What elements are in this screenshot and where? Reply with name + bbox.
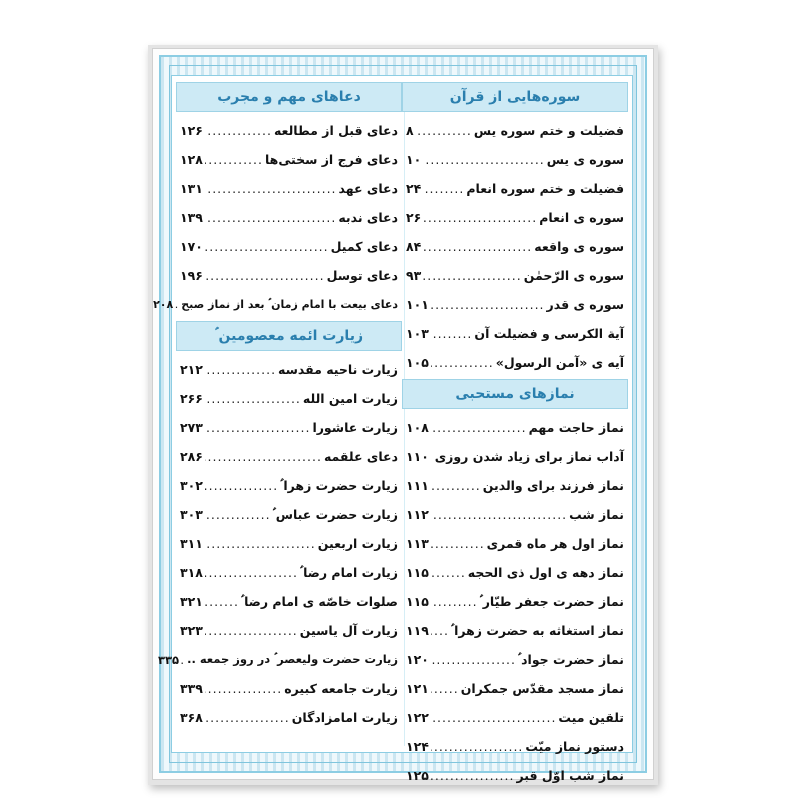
entry-page: ۱۰ xyxy=(406,152,422,167)
entry-page: ۱۱۲ xyxy=(406,507,429,522)
entry-title: زیارت ناحیه مقدسه xyxy=(278,362,398,377)
entry-title: زیارت حضرت عباس ؑ xyxy=(272,506,398,522)
entry-title: آداب نماز برای زیاد شدن روزی xyxy=(434,449,624,464)
toc-entry xyxy=(402,203,628,232)
entry-title: زیارت حضرت ولیعصر ؑ در روز جمعه .. xyxy=(187,652,398,666)
entry-page: ۱۱۵ xyxy=(406,594,429,609)
leader-dots xyxy=(205,449,322,464)
entry-title: آیة الکرسی و فضیلت آن xyxy=(474,326,624,341)
toc-column-right xyxy=(402,80,628,790)
leader-dots xyxy=(431,623,449,638)
entry-page: ۳۲۳ xyxy=(180,623,203,638)
toc-entry xyxy=(402,529,628,558)
toc-entry xyxy=(402,174,628,203)
leader-dots xyxy=(205,420,311,435)
leader-dots xyxy=(205,565,298,580)
section-heading: زیارت ائمه معصومین ؑ xyxy=(176,321,402,351)
toc-entry xyxy=(176,500,402,529)
leader-dots xyxy=(205,239,329,254)
entry-page: ۲۱۲ xyxy=(180,362,203,377)
leader-dots xyxy=(431,449,433,464)
leader-dots xyxy=(431,478,481,493)
toc-entry xyxy=(402,413,628,442)
leader-dots xyxy=(431,652,516,667)
entry-title: نماز فرزند برای والدین xyxy=(482,478,624,493)
leader-dots xyxy=(205,391,301,406)
entry-title: نماز حاجت مهم xyxy=(528,420,624,435)
toc-entry xyxy=(402,732,628,761)
toc-entry xyxy=(176,413,402,442)
entry-page: ۱۱۱ xyxy=(406,478,429,493)
toc-entry xyxy=(176,116,402,145)
entry-title: نماز اول هر ماه قمری xyxy=(486,536,624,551)
section-heading: نمازهای مستحبی xyxy=(402,379,628,409)
entry-title: دعای قبل از مطالعه xyxy=(273,123,398,138)
leader-dots xyxy=(431,420,527,435)
toc-entry xyxy=(402,145,628,174)
entry-page: ۳۰۲ xyxy=(180,478,203,493)
toc-entry xyxy=(402,645,628,674)
entry-title: نماز مسجد مقدّس جمکران xyxy=(460,681,624,696)
toc-entry xyxy=(176,261,402,290)
toc-entry xyxy=(176,558,402,587)
leader-dots xyxy=(205,362,276,377)
toc-entry xyxy=(158,645,402,674)
leader-dots xyxy=(431,297,545,312)
entry-title: سوره ی الرّحمٰن xyxy=(523,268,624,283)
entry-title: تلقین میت xyxy=(558,710,624,725)
entry-title: زیارت جامعه کبیره xyxy=(284,681,398,696)
entry-page: ۱۲۰ xyxy=(406,652,429,667)
toc-entry xyxy=(402,261,628,290)
toc-entry xyxy=(176,674,402,703)
entry-title: نماز شب xyxy=(569,507,624,522)
entry-page: ۱۲۲ xyxy=(406,710,429,725)
entry-page: ۱۲۱ xyxy=(406,681,429,696)
leader-dots xyxy=(205,681,282,696)
toc-entry xyxy=(402,674,628,703)
toc-entry xyxy=(402,500,628,529)
entry-page: ۱۰۳ xyxy=(406,326,429,341)
entry-title: فضیلت و ختم سوره یس xyxy=(473,123,624,138)
entry-page: ۱۰۸ xyxy=(406,420,429,435)
entry-page: ۳۰۳ xyxy=(180,507,203,522)
leader-dots xyxy=(416,123,472,138)
toc-entry xyxy=(402,587,628,616)
entry-page: ۳۳۹ xyxy=(180,681,203,696)
leader-dots xyxy=(205,478,278,493)
toc-entry xyxy=(402,319,628,348)
entry-page: ۱۰۱ xyxy=(406,297,429,312)
toc-entry xyxy=(176,355,402,384)
entry-title: دعای علقمه xyxy=(323,449,398,464)
entry-page: ۱۱۰ xyxy=(406,449,429,464)
leader-dots xyxy=(423,152,545,167)
leader-dots xyxy=(205,210,336,225)
entry-page: ۳۱۱ xyxy=(180,536,203,551)
toc-list xyxy=(158,355,402,732)
toc-entry xyxy=(402,761,628,790)
leader-dots xyxy=(431,594,478,609)
leader-dots xyxy=(431,739,524,754)
entry-page: ۱۷۰ xyxy=(180,239,203,254)
toc-entry xyxy=(402,442,628,471)
leader-dots xyxy=(423,268,521,283)
entry-title: نماز حضرت جواد ؑ xyxy=(518,651,624,667)
entry-page: ۱۱۳ xyxy=(406,536,429,551)
toc-entry xyxy=(402,558,628,587)
entry-title: زیارت عاشورا xyxy=(312,420,398,435)
entry-page: ۲۷۳ xyxy=(180,420,203,435)
leader-dots xyxy=(205,123,272,138)
entry-title: دعای توسل xyxy=(326,268,398,283)
entry-page: ۲۰۸ xyxy=(153,298,174,311)
toc-entry xyxy=(402,471,628,500)
entry-title: نماز حضرت جعفر طیّار ؑ xyxy=(479,593,624,609)
entry-page: ۲۶۶ xyxy=(180,391,203,406)
toc-entry xyxy=(176,616,402,645)
entry-title: زیارت امین الله xyxy=(302,391,398,406)
entry-title: زیارت حضرت زهرا ؑ xyxy=(280,477,398,493)
leader-dots xyxy=(431,355,494,370)
leader-dots xyxy=(431,536,485,551)
leader-dots xyxy=(205,594,239,609)
toc-entry xyxy=(176,587,402,616)
toc-entry xyxy=(176,232,402,261)
leader-dots xyxy=(423,181,464,196)
toc-entry xyxy=(176,703,402,732)
toc-entry xyxy=(176,471,402,500)
book-page xyxy=(152,48,654,783)
entry-page: ۱۰۵ xyxy=(406,355,429,370)
entry-page: ۲۶ xyxy=(406,210,422,225)
entry-title: سوره ی انعام xyxy=(539,210,624,225)
toc-entry xyxy=(176,145,402,174)
entry-title: نماز دهه ی اول ذی الحجه xyxy=(467,565,624,580)
entry-page: ۱۲۴ xyxy=(406,739,429,754)
leader-dots xyxy=(205,181,337,196)
leader-dots xyxy=(431,768,515,783)
entry-page: ۳۱۸ xyxy=(180,565,203,580)
entry-page: ۸ xyxy=(406,123,414,138)
leader-dots xyxy=(181,653,185,667)
toc-entry xyxy=(176,442,402,471)
entry-page: ۱۲۶ xyxy=(180,123,203,138)
entry-title: سوره ی قدر xyxy=(546,297,624,312)
entry-title: دستور نماز میّت xyxy=(525,739,624,754)
leader-dots xyxy=(205,268,325,283)
entry-page: ۲۸۶ xyxy=(180,449,203,464)
toc-entry xyxy=(176,203,402,232)
leader-dots xyxy=(175,298,179,311)
section-heading: دعاهای مهم و مجرب xyxy=(176,82,402,112)
entry-title: سوره ی یس xyxy=(546,152,624,167)
leader-dots xyxy=(431,710,557,725)
entry-page: ۱۹۶ xyxy=(180,268,203,283)
section-heading: سوره‌هایی از قرآن xyxy=(402,82,628,112)
entry-page: ۸۴ xyxy=(406,239,422,254)
entry-title: زیارت اربعین xyxy=(317,536,398,551)
toc-entry xyxy=(176,384,402,413)
leader-dots xyxy=(205,710,290,725)
entry-title: فضیلت و ختم سوره انعام xyxy=(466,181,624,196)
leader-dots xyxy=(205,152,263,167)
entry-title: دعای عهد xyxy=(338,181,398,196)
entry-page: ۱۱۵ xyxy=(406,565,429,580)
entry-title: دعای فرج از سختی‌ها xyxy=(264,152,398,167)
entry-page: ۳۳۵ xyxy=(158,652,180,667)
entry-title: زیارت امامزادگان xyxy=(291,710,398,725)
toc-entry xyxy=(402,703,628,732)
entry-page: ۹۳ xyxy=(406,268,422,283)
entry-page: ۳۲۱ xyxy=(180,594,203,609)
entry-title: دعای کمیل xyxy=(330,239,398,254)
entry-page: ۱۳۱ xyxy=(180,181,203,196)
entry-title: سوره ی واقعه xyxy=(534,239,624,254)
entry-title: زیارت آل یاسین xyxy=(299,623,398,638)
toc-list xyxy=(402,116,628,377)
entry-title: دعای ندبه xyxy=(338,210,398,225)
leader-dots xyxy=(431,565,466,580)
toc-entry xyxy=(402,616,628,645)
leader-dots xyxy=(205,507,271,522)
leader-dots xyxy=(423,239,532,254)
leader-dots xyxy=(205,536,316,551)
toc-entry xyxy=(402,348,628,377)
entry-title: صلوات خاصّه ی امام رضا ؑ xyxy=(240,593,398,609)
entry-title: نماز استغاثه به حضرت زهرا ؑ xyxy=(450,622,624,638)
entry-page: ۱۳۹ xyxy=(180,210,203,225)
toc-list xyxy=(153,116,402,319)
entry-page: ۱۲۸ xyxy=(180,152,203,167)
leader-dots xyxy=(431,326,473,341)
toc-entry xyxy=(402,290,628,319)
entry-page: ۲۴ xyxy=(406,181,422,196)
entry-title: نماز شب اوّل قبر xyxy=(516,768,624,783)
leader-dots xyxy=(205,623,298,638)
entry-page: ۱۱۹ xyxy=(406,623,429,638)
toc-entry xyxy=(176,529,402,558)
toc-entry xyxy=(153,290,402,319)
toc-list xyxy=(402,413,628,790)
leader-dots xyxy=(423,210,537,225)
leader-dots xyxy=(431,681,459,696)
leader-dots xyxy=(431,507,567,522)
entry-title: زیارت امام رضا ؑ xyxy=(299,564,398,580)
toc-entry xyxy=(402,232,628,261)
entry-title: آیه ی «آمن الرسول» xyxy=(495,355,624,370)
toc-column-left xyxy=(153,80,402,732)
toc-entry xyxy=(176,174,402,203)
entry-page: ۱۲۵ xyxy=(406,768,429,783)
table-of-contents xyxy=(153,75,633,783)
entry-title: دعای بیعت با امام زمان ؑ بعد از نماز صبح xyxy=(181,297,398,311)
decorative-frame xyxy=(153,55,647,783)
toc-entry xyxy=(402,116,628,145)
entry-page: ۳۶۸ xyxy=(180,710,203,725)
